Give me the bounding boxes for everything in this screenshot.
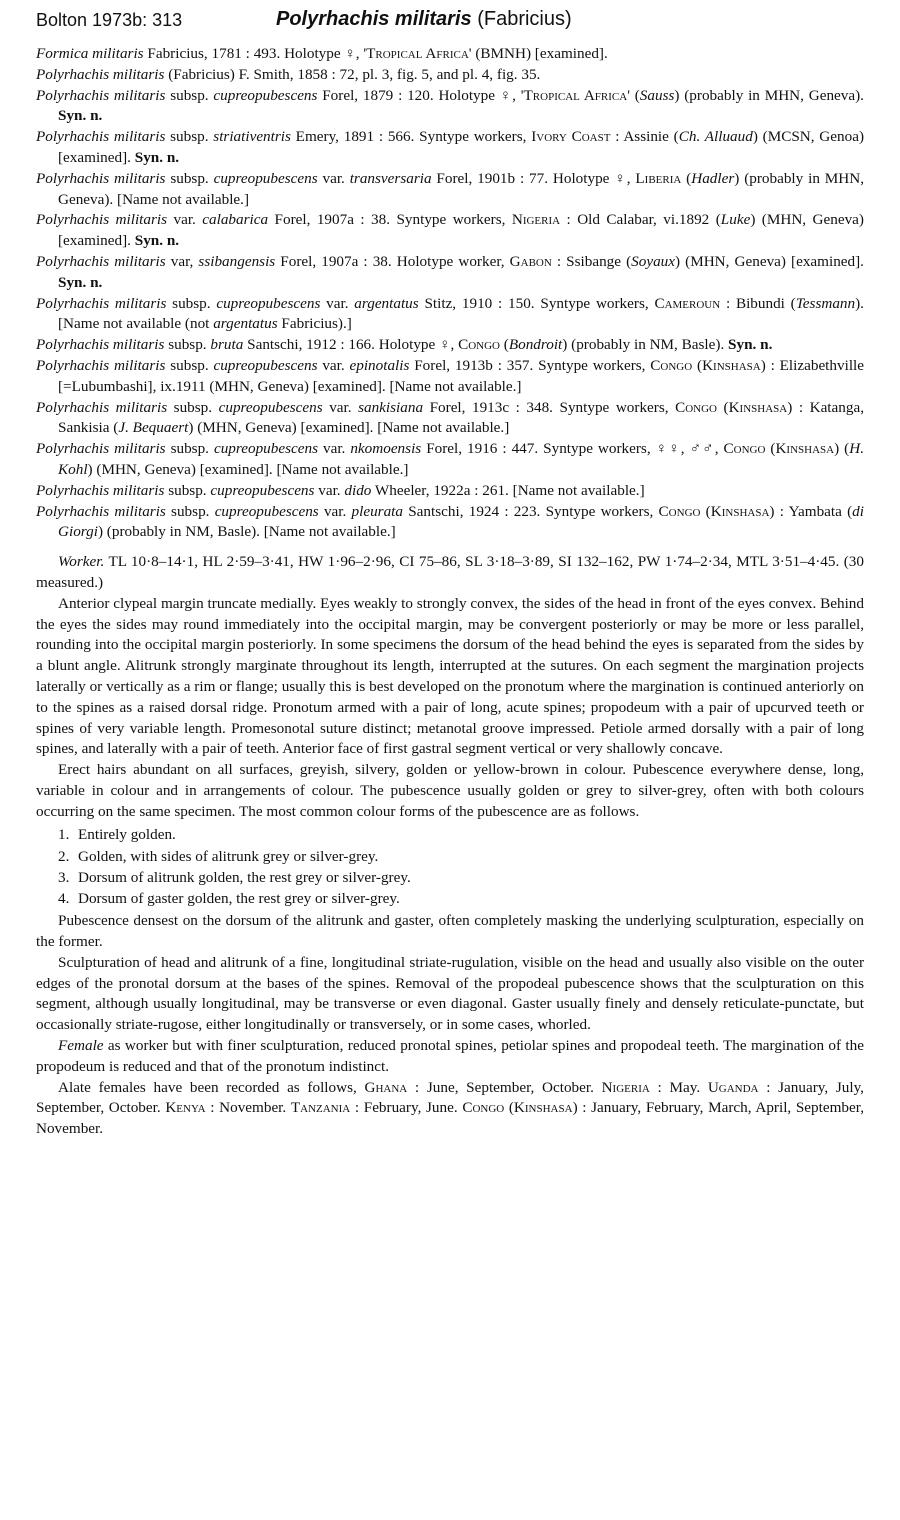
species-title <box>276 8 572 31</box>
worker-paragraph-pubescence: Erect hairs abundant on all surfaces, greyish, silvery, golden or yellow-brown in colour. Pubescence everywhere dense, long, variable in colour and in arrangements of colour. The pubescence usually golden or grey to silver-grey, often with both colours occurring on the same specimen. The most common colour forms of the pubescence are as follows. <box>36 761 864 820</box>
synonym-entry: Formica militaris Fabricius, 1781 : 493. Holotype ♀, 'Tropical Africa' (BMNH) [examined]. <box>36 45 608 62</box>
synonym-entry: Polyrhachis militaris subsp. cupreopubescens var. dido Wheeler, 1922a : 261. [Name not available.] <box>36 481 645 499</box>
synonymy-list <box>36 44 864 543</box>
list-item: 4. Dorsum of gaster golden, the rest grey or silver-grey. <box>58 890 400 908</box>
synonym-entry: Polyrhachis militaris subsp. cupreopubescens var. transversaria Forel, 1901b : 77. Holotype ♀, Liberia (Hadler) (probably in MHN, Geneva). [Name not available.] <box>36 169 865 208</box>
list-item: 1. Entirely golden. <box>58 826 176 844</box>
synonym-entry: Polyrhachis militaris subsp. cupreopubescens Forel, 1879 : 120. Holotype ♀, 'Tropical Africa' (Sauss) (probably in MHN, Geneva). Syn. n. <box>36 86 864 125</box>
synonym-entry: Polyrhachis militaris var, ssibangensis Forel, 1907a : 38. Holotype worker, Gabon : Ssibange (Soyaux) (MHN, Geneva) [examined]. Syn. n. <box>36 252 864 291</box>
worker-paragraph-structure: Anterior clypeal margin truncate medially. Eyes weakly to strongly convex, the sides of the head in front of the eyes convex. Behind the eyes the sides may round immediately into the occipital margin, may be convergent posteriorly or may be more or less parallel, rounding into the occipital margin posteriorly. In some specimens the dorsum of the head behind the eyes is separated from the sides by a blunt angle. Alitrunk strongly marginate throughout its length, interrupted at the sutures. On each segment the margination projects laterally or vertically as a rim or flange; usually this is best developed on the pronotum where the margination is continued anteriorly on to the spines as a raised dorsal ridge. Pronotum armed with a pair of long, acute spines; propodeum with a pair of upcurved teeth or spines of very variable length. Promesonotal suture distinct; metanotal groove impressed. Petiole armed dorsally with a pair of long spines, and laterally with a pair of teeth. Anterior face of first gastral segment vertical or very shallowly concave. <box>36 594 864 758</box>
synonym-entry: Polyrhachis militaris subsp. cupreopubescens var. argentatus Stitz, 1910 : 150. Syntype workers, Cameroun : Bibundi (Tessmann). [Name not available (not argentatus Fabricius).] <box>36 294 864 333</box>
synonym-entry: Polyrhachis militaris subsp. cupreopubescens var. pleurata Santschi, 1924 : 223. Syntype workers, Congo (Kinshasa) : Yambata (di Giorgi) (probably in NM, Basle). [Name not available.] <box>36 502 864 541</box>
synonym-entry: Polyrhachis militaris subsp. cupreopubescens var. epinotalis Forel, 1913b : 357. Syntype workers, Congo (Kinshasa) : Elizabethville [=Lubumbashi], ix.1911 (MHN, Geneva) [examined]. [Name not available.] <box>36 356 864 395</box>
female-paragraph: Female as worker but with finer sculpturation, reduced pronotal spines, petiolar spines and propodeal teeth. The margination of the propodeum is reduced and that of the pronotum indistinct. <box>36 1037 864 1075</box>
alate-paragraph: Alate females have been recorded as follows, Ghana : June, September, October. Nigeria : May. Uganda : January, July, September, October. Kenya : November. Tanzania : February, June. Congo (Kinshasa) : January, February, March, April, September, November. <box>36 1078 864 1138</box>
page-header <box>36 8 864 38</box>
worker-paragraph-density: Pubescence densest on the dorsum of the alitrunk and gaster, often completely masking the underlying sculpturation, especially on the former. <box>36 912 864 951</box>
worker-label: Worker. <box>58 553 105 571</box>
synonym-entry: Polyrhachis militaris subsp. bruta Santschi, 1912 : 166. Holotype ♀, Congo (Bondroit) (probably in NM, Basle). Syn. n. <box>36 336 773 354</box>
worker-paragraph-sculpture: Sculpturation of head and alitrunk of a fine, longitudinal striate-rugulation, visible on the head and usually also visible on the outer edges of the pronotal dorsum at the bases of the spines. Removal of the propodeal pubescence shows that the sculpturation on this segment, although usually longitudinal, may be transverse or even diagonal. Gaster usually finely and densely reticulate-punctate, but occasionally striate-rugose, either longitudinally or transversely, or in some cases, whorled. <box>36 953 864 1034</box>
synonym-entry: Polyrhachis militaris var. calabarica Forel, 1907a : 38. Syntype workers, Nigeria : Old Calabar, vi.1892 (Luke) (MHN, Geneva) [examined]. Syn. n. <box>36 211 864 250</box>
list-item: 3. Dorsum of alitrunk golden, the rest grey or silver-grey. <box>58 868 411 886</box>
document-page <box>36 8 864 1140</box>
description <box>36 552 864 1140</box>
synonym-entry: Polyrhachis militaris subsp. cupreopubescens var. nkomoensis Forel, 1916 : 447. Syntype workers, ♀♀, ♂♂, Congo (Kinshasa) (H. Kohl) (MHN, Geneva) [examined]. [Name not available.] <box>36 440 864 478</box>
worker-measurements: Worker. TL 10·8–14·1, HL 2·59–3·41, HW 1·96–2·96, CI 75–86, SL 3·18–3·89, SI 132–162, PW 1·74–2·34, MTL 3·51–4·45. (30 measured.) <box>36 553 864 591</box>
colour-forms-list <box>36 824 864 909</box>
species-author: (Fabricius) <box>477 8 572 30</box>
list-item: 2. Golden, with sides of alitrunk grey or silver-grey. <box>58 847 379 865</box>
species-name: Polyrhachis militaris <box>276 8 472 30</box>
synonym-entry: Polyrhachis militaris (Fabricius) F. Smith, 1858 : 72, pl. 3, fig. 5, and pl. 4, fig. 35. <box>36 65 541 83</box>
citation: Bolton 1973b: 313 <box>36 10 183 30</box>
synonym-entry: Polyrhachis militaris subsp. striativentris Emery, 1891 : 566. Syntype workers, Ivory Coast : Assinie (Ch. Alluaud) (MCSN, Genoa) [examined]. Syn. n. <box>36 128 864 166</box>
female-label: Female <box>58 1037 104 1055</box>
synonym-entry: Polyrhachis militaris subsp. cupreopubescens var. sankisiana Forel, 1913c : 348. Syntype workers, Congo (Kinshasa) : Katanga, Sankisia (J. Bequaert) (MHN, Geneva) [examined]. [Name not available.] <box>36 398 864 437</box>
